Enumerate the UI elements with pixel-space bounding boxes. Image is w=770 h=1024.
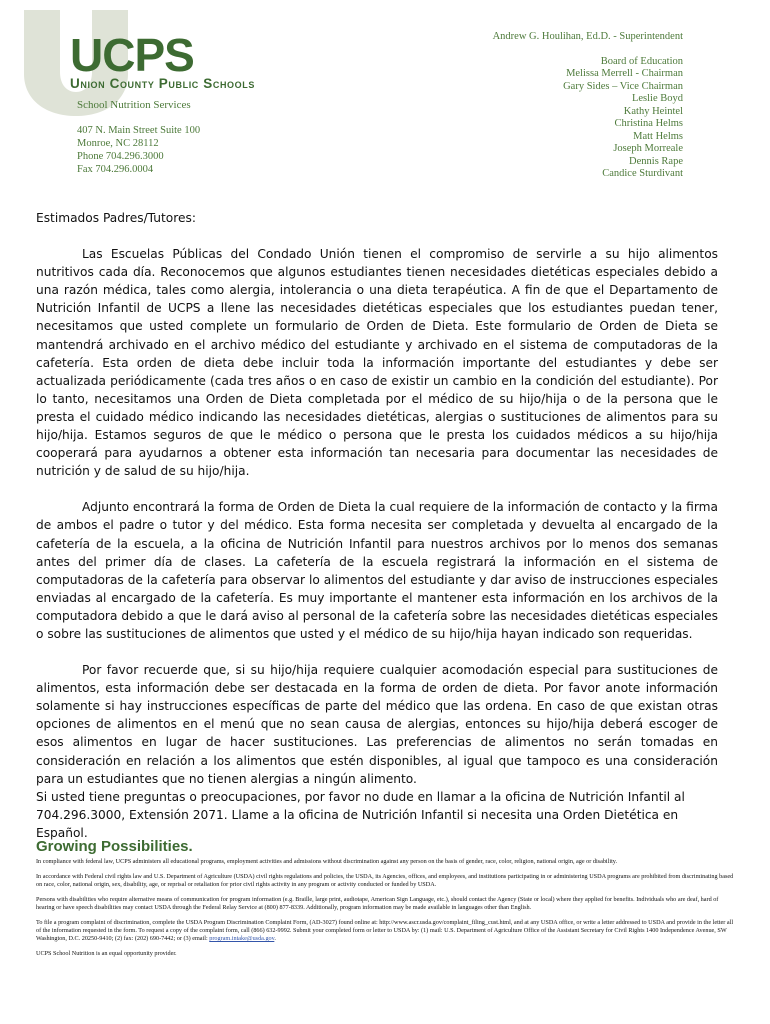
complaint-suffix: . bbox=[274, 935, 276, 942]
board-member: Candice Sturdivant bbox=[602, 168, 683, 179]
board-member: Gary Sides – Vice Chairman bbox=[563, 80, 683, 92]
fax-line: Fax 704.296.0004 bbox=[77, 164, 154, 175]
complaint-statement bbox=[36, 919, 736, 943]
phone-line: Phone 704.296.3000 bbox=[77, 151, 164, 162]
closing-paragraph: Si usted tiene preguntas o preocupaciones, por favor no dude en llamar a la oficina de Nutrición Infantil al 704.296.3000, Extensión 2071. Llame a la oficina de Nutrición Infantil si necesita una Orden Dietética en Español. bbox=[36, 789, 685, 840]
equal-opportunity: UCPS School Nutrition is an equal opportunity provider. bbox=[36, 950, 177, 957]
tagline: Growing Possibilities. bbox=[36, 838, 193, 855]
compliance-statement: In compliance with federal law, UCPS administers all educational programs, employment activities and admissions without discrimination against any person on the basis of gender, race, color, religion, national origin, age or disability. bbox=[36, 858, 618, 865]
department-name: School Nutrition Services bbox=[77, 99, 191, 111]
address-line: Monroe, NC 28112 bbox=[77, 138, 159, 149]
superintendent: Andrew G. Houlihan, Ed.D. - Superintendent bbox=[492, 31, 683, 42]
board-member: Dennis Rape bbox=[629, 155, 683, 167]
greeting: Estimados Padres/Tutores: bbox=[36, 211, 196, 225]
board-member: Joseph Morreale bbox=[613, 143, 683, 154]
board-member: Melissa Merrell - Chairman bbox=[566, 68, 683, 79]
board-member: Leslie Boyd bbox=[631, 93, 683, 104]
org-name: Union County Public Schools bbox=[70, 76, 255, 91]
board-member: Kathy Heintel bbox=[623, 105, 683, 117]
address-line: 407 N. Main Street Suite 100 bbox=[77, 125, 201, 136]
address-block bbox=[77, 124, 200, 176]
letter-body bbox=[36, 209, 718, 842]
paragraph: Por favor recuerde que, si su hijo/hija requiere cualquier acomodación especial para sustituciones de alimentos, esta información debe ser destacada en la forma de orden de dieta. Por favor anote información solamente si hay instrucciones específicas de parte del médico que las ordena. En caso de que existan otras opciones de alimentos en el menú que no sean causa de alergias, entonces su hijo/hija deberá escoger de esos alimentos en lugar de hacer sustituciones. Las preferencias de alimentos no serán tomadas en consideración en relación a los alimentos que estén disponibles, al igual que tampoco es una consideración para un estudiantes que no tienen alergias a ningún alimento. bbox=[36, 663, 718, 786]
board-member: Matt Helms bbox=[633, 130, 683, 142]
ucps-logo-text: UCPS bbox=[70, 29, 194, 81]
usda-email-link[interactable]: program.intake@usda.gov bbox=[209, 935, 275, 942]
footer bbox=[36, 838, 736, 965]
paragraph: Adjunto encontrará la forma de Orden de Dieta la cual requiere de la información de contacto y la firma de ambos el padre o tutor y del médico. Esta forma necesita ser completada y devuelta al encargado de la cafetería de la escuela, a la oficina de Nutrición Infantil para nuestros archivos por lo menos dos semanas antes del primer día de clases. La cafetería de la escuela registrará la información en el sistema de computadoras de la cafetería para observar lo alimentos del estudiante y dar aviso de instrucciones especiales enviadas al encargado de la cafetería. Es muy importante el mantener esta información en los archivos de la computadora debido a que le dará aviso al personal de la cafetería sobre las necesidades dietéticas especiales o sobre las sustituciones de alimentos que usted y el médico de su hijo/hija hayan indicado son requeridas. bbox=[36, 500, 718, 641]
board-member: Christina Helms bbox=[614, 118, 683, 129]
usda-statement: In accordance with Federal civil rights law and U.S. Department of Agriculture (USDA) civil rights regulations and policies, the USDA, its Agencies, offices, and employees, and institutions participating in or administering USDA programs are prohibited from discriminating based on race, color, national origin, sex, disability, age, or reprisal or retaliation for prior civil rights activity in any program or activity conducted or funded by USDA. bbox=[36, 873, 734, 888]
board-title: Board of Education bbox=[600, 55, 683, 67]
disabilities-statement: Persons with disabilities who require alternative means of communication for program information (e.g. Braille, large print, audiotape, American Sign Language, etc.), should contact the Agency (State or local) where they applied for benefits. Individuals who are deaf, hard of hearing or have speech disabilities may contact USDA through the Federal Relay Service at (800) 877-8339. Additionally, program information may be made available in languages other than English. bbox=[36, 896, 719, 911]
paragraph: Las Escuelas Públicas del Condado Unión tienen el compromiso de servirle a su hijo alimentos nutritivos cada día. Reconocemos que algunos estudiantes tienen necesidades dietéticas especiales debido a una razón médica, tales como alergia, intolerancia o una dieta terapéutica. A fin de que el Departamento de Nutrición Infantil de UCPS a llene las necesidades dietéticas especiales que los estudiantes puedan tener, necesitamos que usted complete un formulario de Orden de Dieta. Este formulario de Orden de Dieta se mantendrá archivado en el archivo médico del estudiante y archivado en el sistema de computadoras de la cafetería. Esta orden de dieta debe incluir toda la información importante del estudiantes y debe ser actualizada periódicamente (cada tres años o en caso de existir un cambio en la condición del estudiante). Por lo tanto, necesitamos una Orden de Dieta completada por el médico de su hijo/hija o de la persona que le presta el cuidado médico indicando las necesidades dietéticas, alergias o sustituciones de alimentos para su hijo/hija. Estamos seguros de que le médico o persona que le presta los cuidados médicos a su hijo/hija cooperará para ayudarnos a obtener esta información tan necesaria para documentar las necesidades de nutrición y de salud de su hijo/hija. bbox=[36, 247, 718, 479]
board-block bbox=[493, 31, 683, 181]
complaint-text: To file a program complaint of discrimination, complete the USDA Program Discrimination Complaint Form, (AD-3027) found online at: http://www.ascr.usda.gov/complaint_filing_cust.html, and at any USDA office, or write a letter addressed to USDA and provide in the letter all of the information requested in the form. To request a copy of the complaint form, call (866) 632-9992. Submit your completed form or letter to USDA by: (1) mail: U.S. Department of Agriculture Office of the Assistant Secretary for Civil Rights 1400 Independence Avenue, SW Washington, D.C. 20250-9410; (2) fax: (202) 690-7442; or (3) email: bbox=[36, 919, 734, 942]
